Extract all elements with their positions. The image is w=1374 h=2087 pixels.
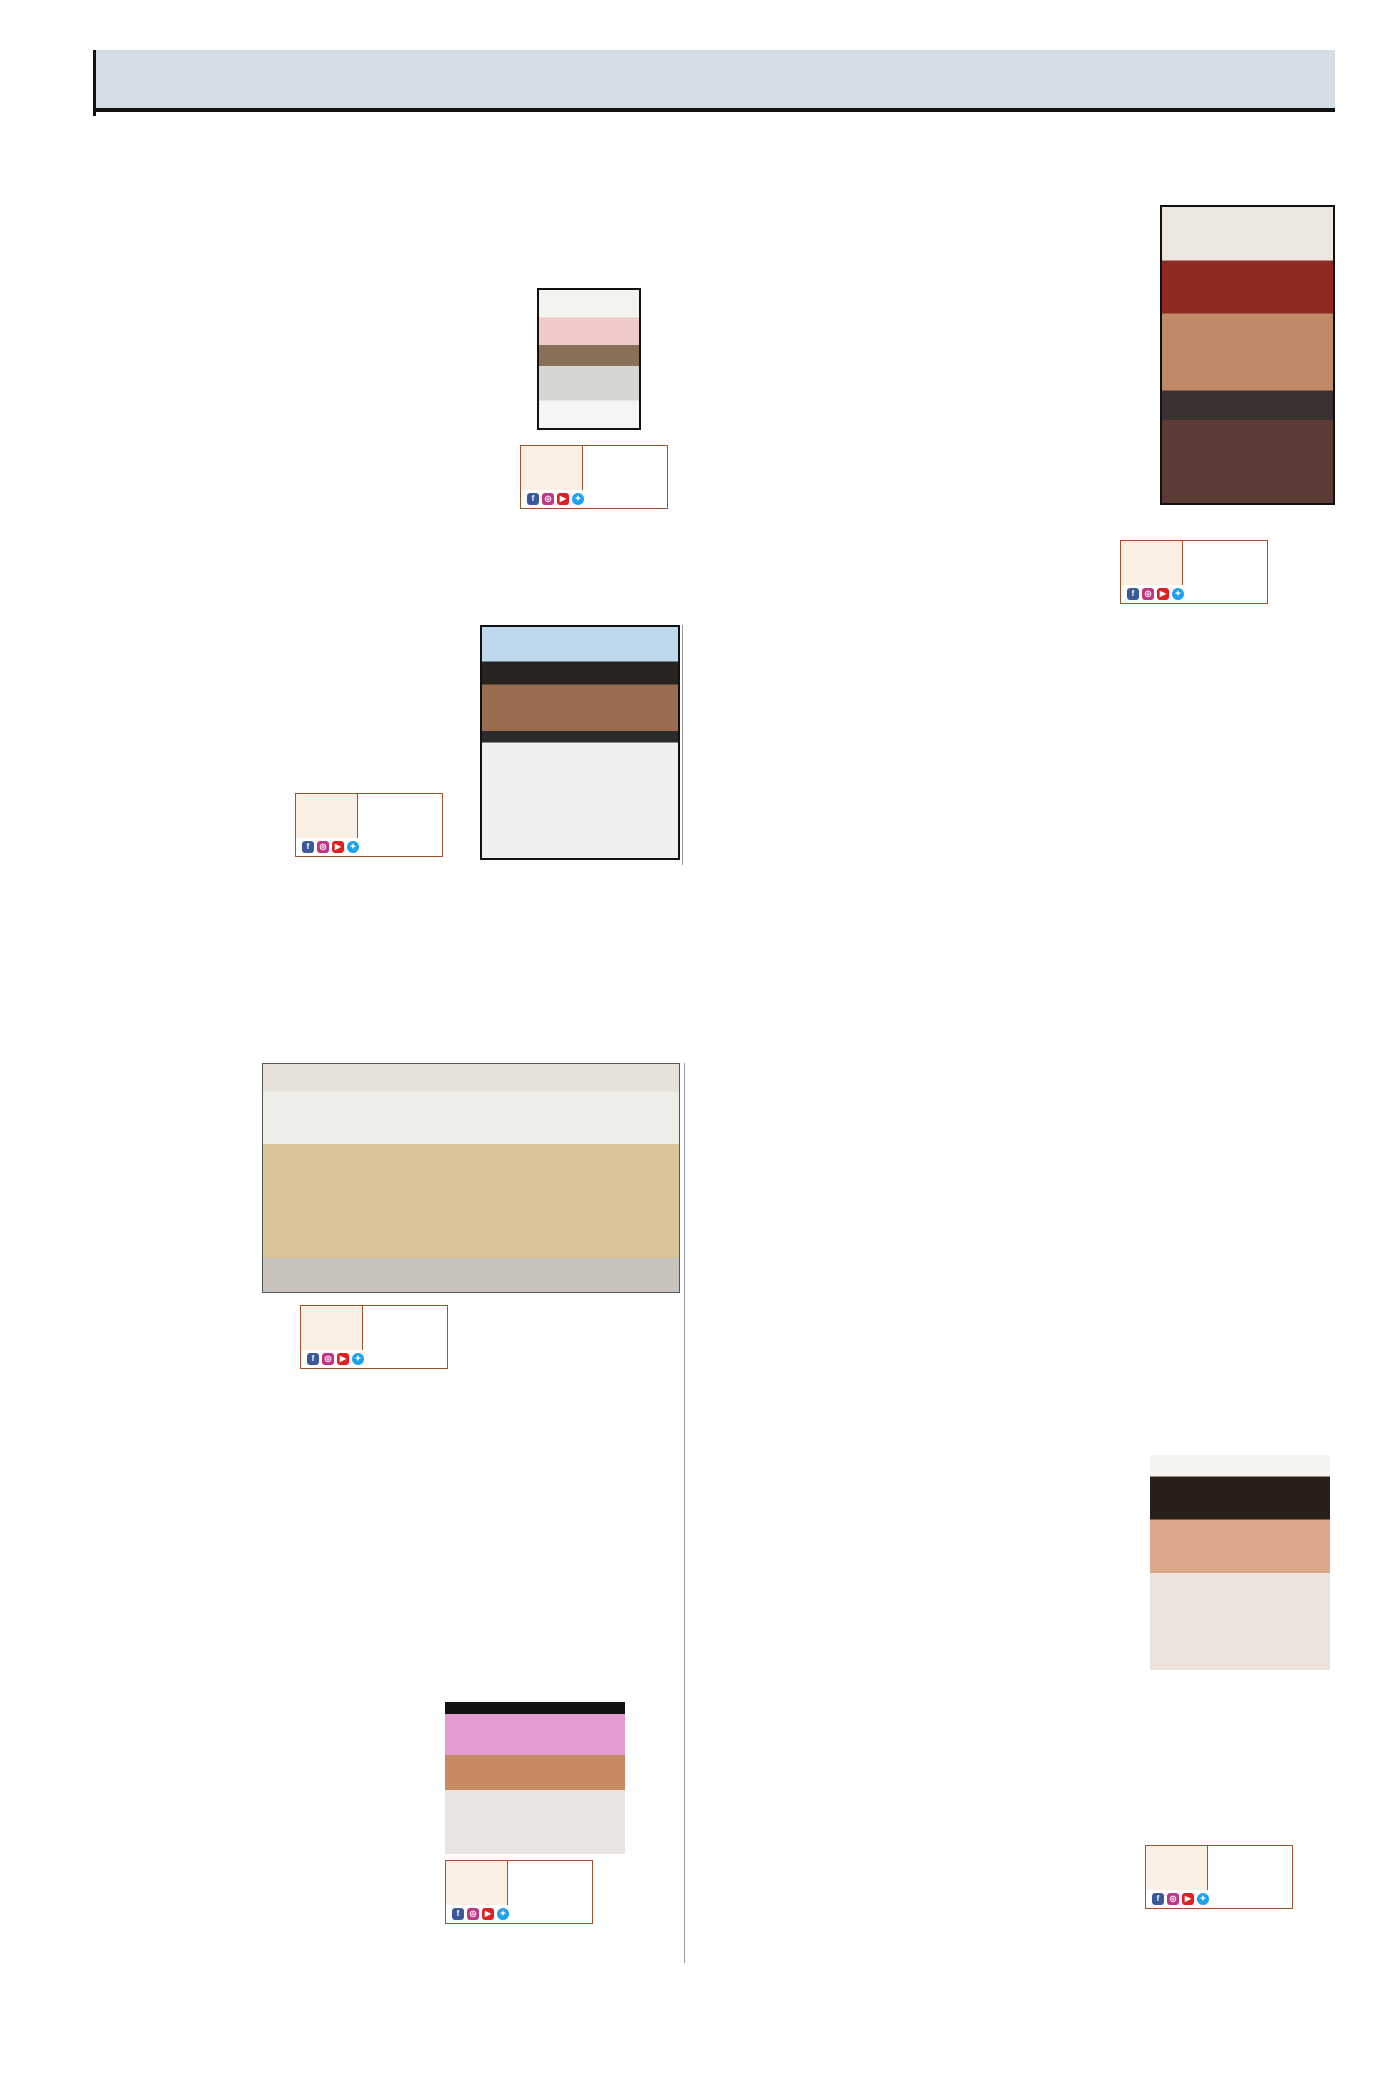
twitter-icon: ✦ <box>1197 1893 1209 1905</box>
poem-dhiyan-col2 <box>270 620 480 700</box>
instagram-icon: ◎ <box>322 1353 334 1365</box>
twitter-icon: ✦ <box>1172 588 1184 600</box>
ad-website <box>1121 585 1267 603</box>
jan-shakti-ad[interactable] <box>445 1860 593 1924</box>
author-photo <box>480 625 680 860</box>
youtube-icon: ▶ <box>1182 1893 1194 1905</box>
ad-website <box>446 1905 592 1923</box>
column-divider <box>684 1063 685 1963</box>
editorial-col3 <box>1128 878 1336 903</box>
facebook-icon: f <box>302 841 314 853</box>
contact-footer <box>50 1992 1325 2040</box>
poem-dhiyan-col1 <box>50 620 265 780</box>
footer-contact-row <box>50 2014 1325 2040</box>
youtube-icon: ▶ <box>482 1908 494 1920</box>
instagram-icon: ◎ <box>1167 1893 1179 1905</box>
ad-phones <box>1208 1846 1292 1890</box>
author-photo <box>445 1702 625 1854</box>
ad-logo <box>301 1306 363 1350</box>
jan-shakti-ad[interactable] <box>1120 540 1268 604</box>
twitter-icon: ✦ <box>347 841 359 853</box>
ad-logo <box>296 794 358 838</box>
ad-website <box>521 490 667 508</box>
ad-phones <box>363 1306 447 1350</box>
jan-shakti-ad[interactable] <box>1145 1845 1293 1909</box>
author-photo <box>1160 205 1335 505</box>
editorial-col1 <box>695 878 903 903</box>
instagram-icon: ◎ <box>542 493 554 505</box>
facebook-icon: f <box>1127 588 1139 600</box>
ad-website <box>296 838 442 856</box>
youtube-icon: ▶ <box>557 493 569 505</box>
masthead <box>50 50 1335 112</box>
facebook-icon: f <box>1152 1893 1164 1905</box>
ad-logo <box>521 446 583 490</box>
jan-shakti-ad[interactable] <box>295 793 443 857</box>
facebook-icon: f <box>452 1908 464 1920</box>
youtube-icon: ▶ <box>337 1353 349 1365</box>
instagram-icon: ◎ <box>1142 588 1154 600</box>
ad-logo <box>1121 541 1183 585</box>
jan-shakti-ad[interactable] <box>520 445 668 509</box>
footer-social-row <box>50 1992 1325 2014</box>
twitter-icon: ✦ <box>352 1353 364 1365</box>
editorial-author-photo <box>1150 1455 1330 1670</box>
ad-website <box>301 1350 447 1368</box>
page-number <box>50 50 96 116</box>
ad-phones <box>1183 541 1267 585</box>
jan-shakti-ad[interactable] <box>300 1305 448 1369</box>
twitter-icon: ✦ <box>572 493 584 505</box>
ad-logo <box>446 1861 508 1905</box>
editorial-col2 <box>905 878 1113 903</box>
instagram-icon: ◎ <box>317 841 329 853</box>
instagram-icon: ◎ <box>467 1908 479 1920</box>
ad-phones <box>358 794 442 838</box>
facebook-icon: f <box>307 1353 319 1365</box>
twitter-icon: ✦ <box>497 1908 509 1920</box>
column-divider <box>682 625 683 865</box>
ad-website <box>1146 1890 1292 1908</box>
youtube-icon: ▶ <box>1157 588 1169 600</box>
news-photo-protest <box>262 1063 680 1293</box>
youtube-icon: ▶ <box>332 841 344 853</box>
ad-phones <box>508 1861 592 1905</box>
poem-aida-att-col2 <box>270 205 470 265</box>
ad-logo <box>1146 1846 1208 1890</box>
poem-aida-att-col1 <box>50 205 270 285</box>
ad-phones <box>583 446 667 490</box>
facebook-icon: f <box>527 493 539 505</box>
author-photo <box>537 288 641 430</box>
